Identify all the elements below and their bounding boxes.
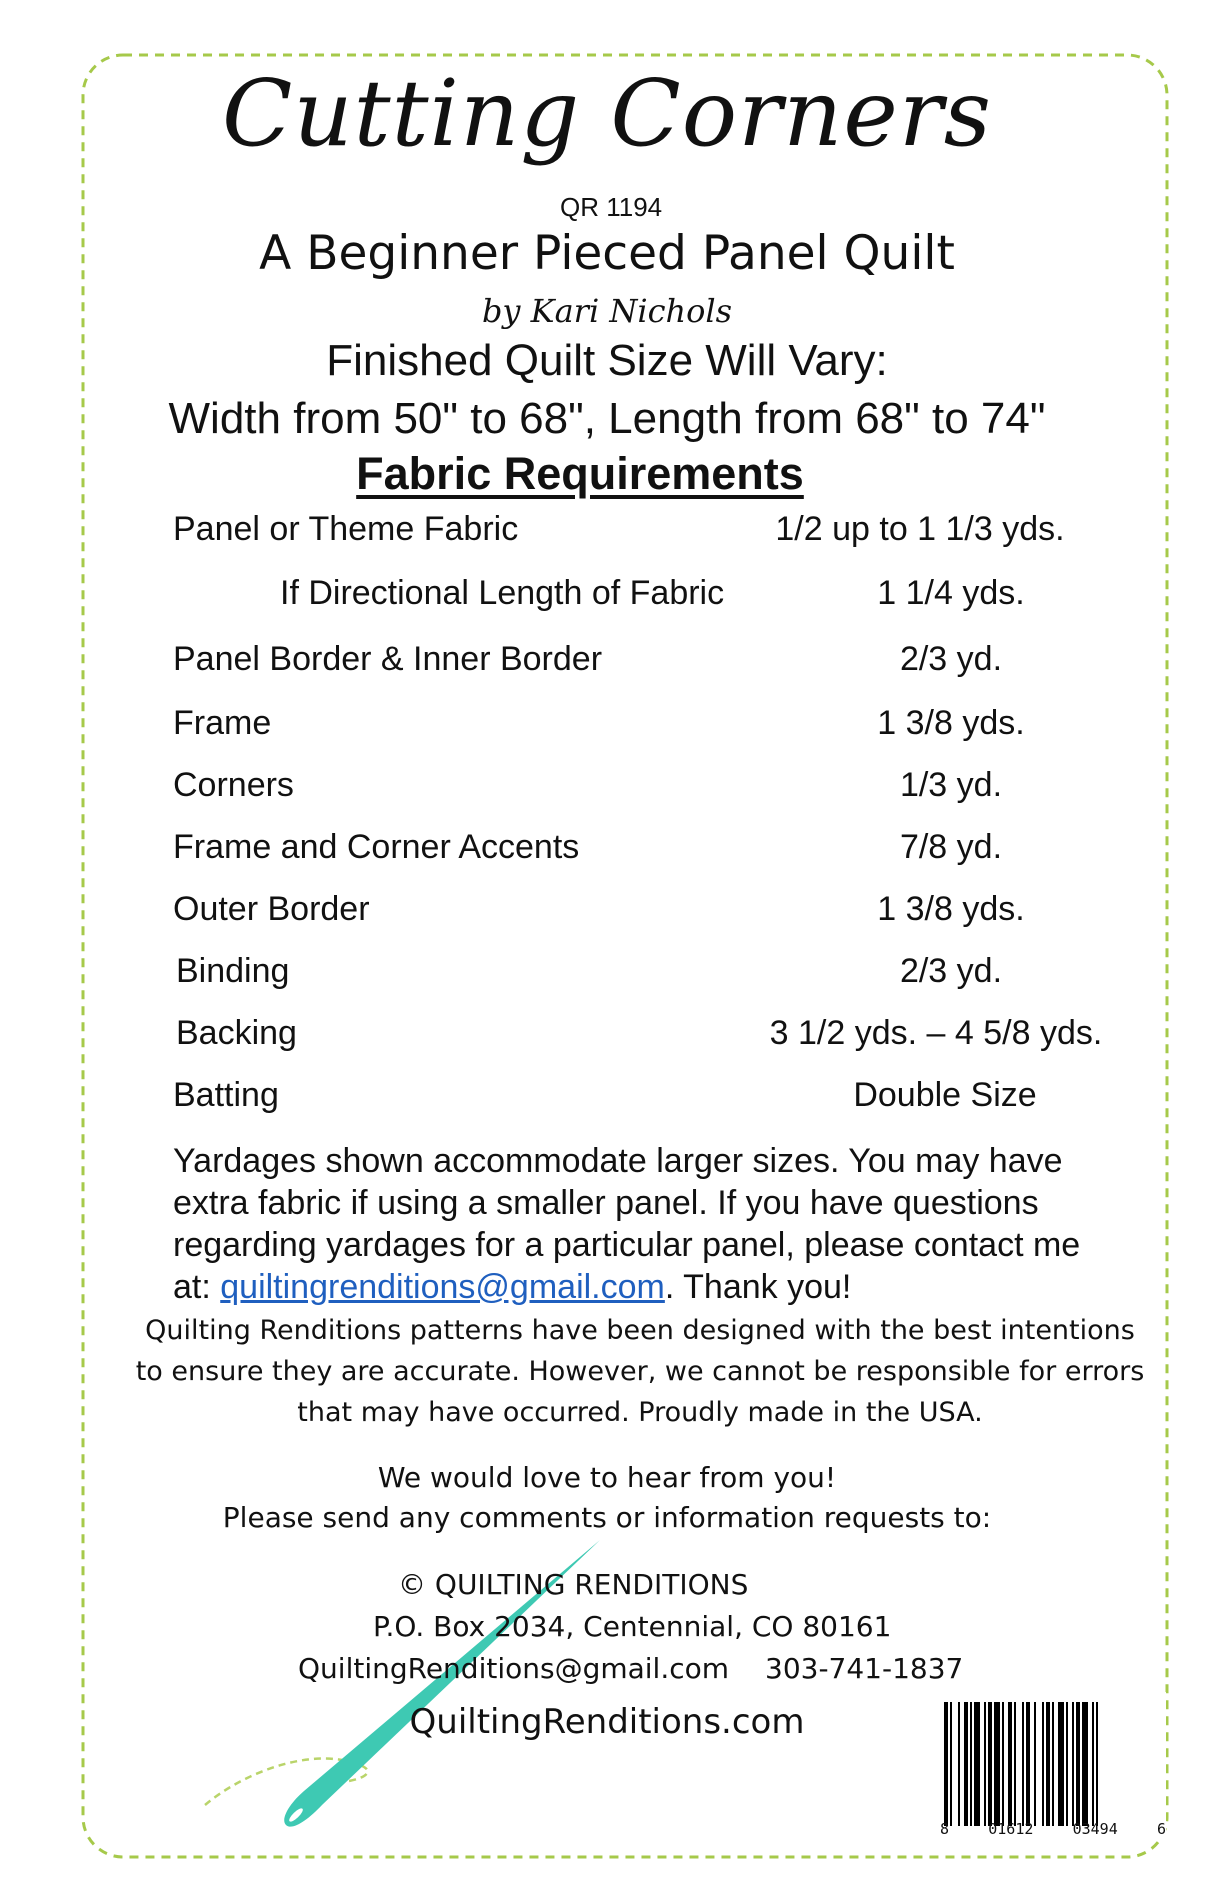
note-line xyxy=(173,1266,1173,1308)
contact-email: QuiltingRenditions@gmail.com xyxy=(298,1652,730,1685)
barcode-bar xyxy=(1046,1702,1050,1826)
requirement-amount: 1 3/8 yds. xyxy=(877,890,1025,928)
pattern-code: QR 1194 xyxy=(560,192,663,222)
barcode-bar xyxy=(984,1702,986,1826)
requirement-item: Panel or Theme Fabric xyxy=(173,510,519,548)
barcode-bar xyxy=(1076,1702,1080,1826)
barcode-bar xyxy=(1002,1702,1004,1826)
contact-phone: 303-741-1837 xyxy=(765,1652,964,1685)
fabric-requirements-heading: Fabric Requirements xyxy=(356,448,804,499)
requirement-amount: 3 1/2 yds. – 4 5/8 yds. xyxy=(769,1014,1103,1052)
requirement-amount: Double Size xyxy=(853,1076,1037,1114)
barcode-bar xyxy=(1034,1702,1036,1826)
quilt-size-heading: Finished Quilt Size Will Vary: xyxy=(326,336,888,385)
barcode-bar xyxy=(1092,1702,1094,1826)
barcode-digit-group: 8 xyxy=(940,1820,950,1838)
mailing-address: P.O. Box 2034, Centennial, CO 80161 xyxy=(373,1610,892,1643)
quilt-size-dimensions: Width from 50" to 68", Length from 68" to 74" xyxy=(168,394,1046,443)
barcode-bar xyxy=(1096,1702,1098,1826)
barcode-bar xyxy=(1058,1702,1064,1826)
barcode-bar xyxy=(974,1702,980,1826)
barcode-bar xyxy=(1022,1702,1024,1826)
copyright-line: © QUILTING RENDITIONS xyxy=(398,1568,749,1601)
pattern-subtitle: A Beginner Pieced Panel Quilt xyxy=(259,226,955,281)
requirement-amount: 7/8 yd. xyxy=(899,828,1003,866)
yardage-note xyxy=(173,1140,1173,1308)
disclaimer-line: Quilting Renditions patterns have been designed with the best intentions xyxy=(145,1315,1135,1346)
barcode-bar xyxy=(964,1702,968,1826)
requirement-item: Frame xyxy=(173,704,272,742)
barcode-bar xyxy=(950,1702,952,1826)
pattern-author: by Kari Nichols xyxy=(481,292,733,330)
requirement-item: Corners xyxy=(173,766,294,804)
disclaimer-line: that may have occurred. Proudly made in the USA. xyxy=(297,1397,983,1428)
requirement-item: Panel Border & Inner Border xyxy=(173,640,603,678)
barcode-bar xyxy=(1008,1702,1012,1826)
website-url[interactable]: QuiltingRenditions.com xyxy=(409,1702,805,1742)
barcode-bar xyxy=(994,1702,1000,1826)
barcode-bar xyxy=(1052,1702,1054,1826)
barcode-bar xyxy=(988,1702,992,1826)
requirement-item: Backing xyxy=(176,1014,297,1052)
contact-intro-line: Please send any comments or information requests to: xyxy=(222,1501,992,1534)
barcode-bar xyxy=(1042,1702,1044,1826)
requirement-amount: 1/2 up to 1 1/3 yds. xyxy=(775,510,1065,548)
requirement-amount: 2/3 yd. xyxy=(899,640,1003,678)
barcode-bar xyxy=(1066,1702,1068,1826)
barcode-digit-group: 6 xyxy=(1156,1820,1166,1838)
requirement-item: If Directional Length of Fabric xyxy=(280,574,725,612)
requirement-item: Binding xyxy=(176,952,290,990)
barcode-digit-group: 03494 xyxy=(1072,1820,1118,1838)
pattern-title: Cutting Corners xyxy=(221,60,993,167)
note-line: Yardages shown accommodate larger sizes. You may have xyxy=(173,1142,1063,1180)
note-line: extra fabric if using a smaller panel. If you have questions xyxy=(173,1184,1039,1222)
barcode-bar xyxy=(1026,1702,1030,1826)
note-suffix: . Thank you! xyxy=(664,1268,852,1306)
upc-barcode xyxy=(940,1692,1166,1840)
requirement-amount: 1/3 yd. xyxy=(899,766,1003,804)
disclaimer-line: to ensure they are accurate. However, we cannot be responsible for errors xyxy=(135,1356,1145,1387)
barcode-bar xyxy=(1082,1702,1088,1826)
requirement-item: Outer Border xyxy=(173,890,370,928)
barcode-bar xyxy=(1072,1702,1074,1826)
contact-email-link[interactable]: quiltingrenditions@gmail.com xyxy=(220,1268,665,1306)
note-line: regarding yardages for a particular panel, please contact me xyxy=(173,1226,1081,1264)
contact-intro-line: We would love to hear from you! xyxy=(377,1461,837,1494)
barcode-digit-group: 01612 xyxy=(988,1820,1034,1838)
barcode-bar xyxy=(1014,1702,1016,1826)
requirement-item: Batting xyxy=(173,1076,279,1114)
disclaimer xyxy=(100,1310,1180,1433)
requirement-amount: 2/3 yd. xyxy=(899,952,1003,990)
requirement-amount: 1 1/4 yds. xyxy=(877,574,1025,612)
note-prefix: at: xyxy=(173,1268,221,1306)
requirement-amount: 1 3/8 yds. xyxy=(877,704,1025,742)
contact-intro xyxy=(0,1458,1214,1538)
barcode-bar xyxy=(958,1702,960,1826)
barcode-bar xyxy=(944,1702,948,1826)
requirement-item: Frame and Corner Accents xyxy=(173,828,580,866)
barcode-digits xyxy=(940,1820,1166,1838)
barcode-bar xyxy=(970,1702,972,1826)
